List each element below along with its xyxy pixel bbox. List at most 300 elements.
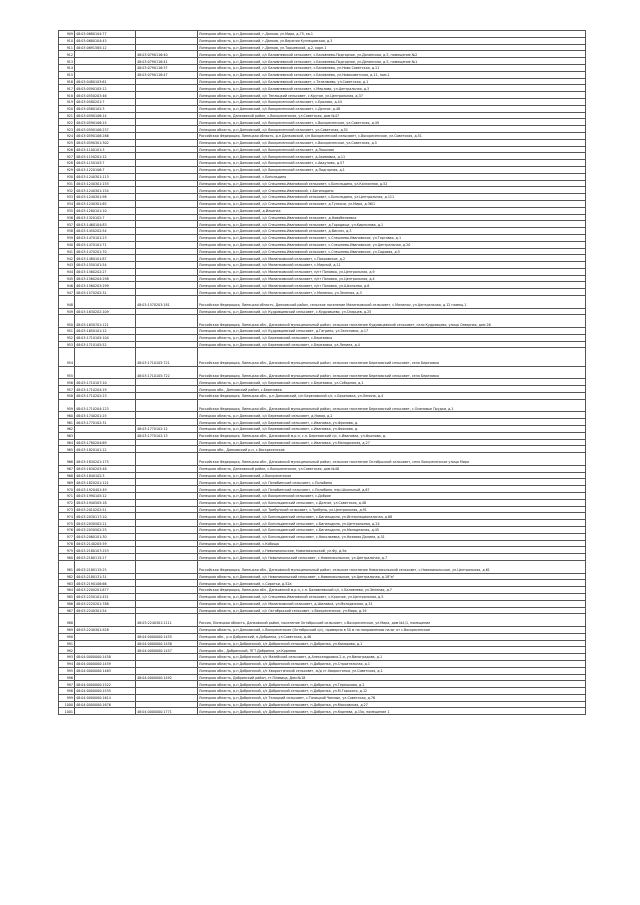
table-row xyxy=(59,308,586,315)
room-cadastral-number-cell xyxy=(136,207,198,214)
row-number-cell: 991 xyxy=(59,640,75,647)
row-number-cell: 923 xyxy=(59,126,75,133)
address-cell: Липецкая область, р-н Данковский, с/с Спешнево-Ивановский, с.Бигильдино xyxy=(198,187,586,194)
address-cell: Липецкая область, р-н Данковский, с/с Воскресенский сельсовет, с.Воскресенское, ул.Советская, д.49 xyxy=(198,119,586,126)
cadastral-number-cell: 48:03:1770102:31 xyxy=(75,419,136,426)
address-cell: Липецкая область, р-н Данковский, с/с Малинковский сельсовет, д.Шиловка, ул.Молодежная, д.31 xyxy=(198,600,586,607)
room-cadastral-number-cell xyxy=(136,607,198,614)
row-number-cell: 968 xyxy=(59,472,75,479)
address-cell: Липецкая область, р-н Данковский, с/с Бигильдинский сельсовет, с.Бигильдино, ул.Центральная, д.24 xyxy=(198,520,586,527)
address-cell: Липецкая область, р-н Добринский, с/с Добринский сельсовет, п.Добринка, ул.М.Горького, д.12 xyxy=(198,688,586,695)
table-row xyxy=(59,432,586,439)
room-cadastral-number-cell: 48:03:1710105:722 xyxy=(136,366,198,379)
room-cadastral-number-cell: 48:03:1770102:12 xyxy=(136,426,198,433)
table-row xyxy=(59,348,586,366)
table-row xyxy=(59,221,586,228)
room-cadastral-number-cell xyxy=(136,85,198,92)
address-cell: Липецкая область, р-н Данковский, с/с Воскресенский сельсовет, с.Доброе xyxy=(198,492,586,499)
table-row xyxy=(59,486,586,493)
cadastral-number-cell: 48:03:1150201:12 xyxy=(75,153,136,160)
room-cadastral-number-cell xyxy=(136,194,198,201)
address-cell: Липецкая область, р-н Данковский, с/с Бигильдинский сельсовет, с.Николаевка, ул.Низовая Долина, д.51 xyxy=(198,533,586,540)
room-cadastral-number-cell: 48:04:0000000:1456 xyxy=(136,640,198,647)
table-row xyxy=(59,379,586,386)
cadastral-number-cell: 48:03:1710105:52 xyxy=(75,341,136,348)
table-row xyxy=(59,453,586,466)
row-number-cell: 948 xyxy=(59,296,75,309)
address-cell: Российская Федерация, Липецкая обл., Данковский муниципальный район, сельское поселение Октябрьский сельсовет, село Воскресенское улица Мира xyxy=(198,453,586,466)
table-row xyxy=(59,44,586,51)
row-number-cell: 963 xyxy=(59,432,75,439)
cadastral-number-cell: 48:03:2180115:25 xyxy=(75,560,136,573)
cadastral-number-cell: 48:03:0580201:7 xyxy=(75,98,136,105)
room-cadastral-number-cell xyxy=(136,465,198,472)
room-cadastral-number-cell xyxy=(136,160,198,167)
table-row xyxy=(59,520,586,527)
cadastral-number-cell: 48:03:1560204:298 xyxy=(75,275,136,282)
row-number-cell: 922 xyxy=(59,119,75,126)
cadastral-number-cell: 48:04:0000000:1676 xyxy=(75,701,136,708)
address-cell: Липецкая область, р-н Данковский, с/с Новоникольский сельсовет, с.Новоникольское, ул.Центральная, д.18"а" xyxy=(198,573,586,580)
room-cadastral-number-cell xyxy=(136,37,198,44)
row-number-cell: 925 xyxy=(59,139,75,146)
cadastral-number-cell: 48:03:2220201:788 xyxy=(75,600,136,607)
table-body xyxy=(59,31,586,715)
table-row xyxy=(59,633,586,640)
room-cadastral-number-cell: 48:04:0000000:1492 xyxy=(136,674,198,681)
address-cell: Липецкая область, р-н Данковский, с/с Баловневский сельсовет, с.Баловнево-Подгорное, ул.Донинская, д.5, помещение №1 xyxy=(198,58,586,65)
row-number-cell: 920 xyxy=(59,105,75,112)
room-cadastral-number-cell xyxy=(136,688,198,695)
table-row xyxy=(59,419,586,426)
row-number-cell: 924 xyxy=(59,132,75,139)
address-cell: Липецкая область, р-н Данковский, с/с Спешнево-Ивановский сельсовет, д.Новобеляевка xyxy=(198,214,586,221)
row-number-cell: 981 xyxy=(59,560,75,573)
room-cadastral-number-cell xyxy=(136,479,198,486)
address-cell: Липецкая область, р-н Данковский, с/с Полибинский сельсовет, с.Полибино xyxy=(198,479,586,486)
table-row xyxy=(59,341,586,348)
cadastral-number-cell: 48:03:1820201:121 xyxy=(75,479,136,486)
row-number-cell: 947 xyxy=(59,289,75,296)
cadastral-number-cell: 48:03:2190106:66 xyxy=(75,580,136,587)
address-cell: Липецкая область, р-н Данковский, г.Данков, ул.Верхняя Кузнецовская, д.3 xyxy=(198,37,586,44)
row-number-cell: 986 xyxy=(59,600,75,607)
cadastral-number-cell: 48:03:1630202:109 xyxy=(75,308,136,315)
room-cadastral-number-cell xyxy=(136,554,198,561)
table-row xyxy=(59,282,586,289)
table-row xyxy=(59,234,586,241)
cadastral-number-cell: 48:03:1650101:12 xyxy=(75,328,136,335)
row-number-cell: 964 xyxy=(59,439,75,446)
room-cadastral-number-cell: 48:03:1710105:721 xyxy=(136,348,198,366)
table-row xyxy=(59,607,586,614)
cadastral-number-cell: 48:03:1940505:18 xyxy=(75,499,136,506)
address-cell: Липецкая область, р-н Добринский, с/с Добринский сельсовет, п.Добринка, ул.Терешкова, д.2 xyxy=(198,681,586,688)
cadastral-number-cell: 48:03:1480101:87 xyxy=(75,255,136,262)
cadastral-number-cell: 48:03:1240301:98 xyxy=(75,194,136,201)
room-cadastral-number-cell xyxy=(136,412,198,419)
row-number-cell: 961 xyxy=(59,419,75,426)
cadastral-number-cell: 48:03:0691585:12 xyxy=(75,44,136,51)
row-number-cell: 978 xyxy=(59,540,75,547)
address-cell: Российская Федерация, Липецкая обл., Данковский муниципальный район, сельское поселение Березовский сельсовет, с.Осиновые Прудки, д.1 xyxy=(198,399,586,412)
row-number-cell: 926 xyxy=(59,146,75,153)
address-cell: Липецкая область, р-н Данковский, с/с Спешнево-Ивановский сельсовет, с.Красное, ул.Центральная, д.5 xyxy=(198,593,586,600)
cadastral-number-cell: 48:03:0480103:61 xyxy=(75,78,136,85)
cadastral-number-cell xyxy=(75,51,136,58)
row-number-cell: 913 xyxy=(59,58,75,65)
table-row xyxy=(59,412,586,419)
table-row xyxy=(59,560,586,573)
cadastral-number-cell xyxy=(75,426,136,433)
cadastral-number-cell xyxy=(75,674,136,681)
cadastral-number-cell: 48:03:2030502:21 xyxy=(75,520,136,527)
cadastral-number-cell: 48:03:2060101:30 xyxy=(75,533,136,540)
cadastral-number-cell xyxy=(75,366,136,379)
row-number-cell: 953 xyxy=(59,341,75,348)
table-row xyxy=(59,334,586,341)
row-number-cell: 966 xyxy=(59,453,75,466)
address-cell: Липецкая область, р-н Данковский, с/с Баловневский сельсовет, с.Баловнево-Подгорное, ул.Донинская, д.5, помещение №2 xyxy=(198,51,586,58)
address-cell: Липецкая область, р-н Данковский, с.Новоникольское, Новоникольский, ул.Фу, д.9а xyxy=(198,547,586,554)
room-cadastral-number-cell xyxy=(136,92,198,99)
room-cadastral-number-cell xyxy=(136,587,198,594)
room-cadastral-number-cell xyxy=(136,654,198,661)
table-row xyxy=(59,255,586,262)
address-cell: Липецкая область, р-н Данковский, с/с Березовский сельсовет, с.Ивановка, ул.Молодежная, д.27 xyxy=(198,439,586,446)
table-row xyxy=(59,64,586,71)
table-row xyxy=(59,674,586,681)
row-number-cell: 941 xyxy=(59,248,75,255)
row-number-cell: 933 xyxy=(59,194,75,201)
table-row xyxy=(59,119,586,126)
room-cadastral-number-cell xyxy=(136,262,198,269)
row-number-cell: 979 xyxy=(59,547,75,554)
room-cadastral-number-cell xyxy=(136,44,198,51)
room-cadastral-number-cell xyxy=(136,667,198,674)
row-number-cell: 936 xyxy=(59,214,75,221)
cadastral-number-cell: 48:03:1470101:71 xyxy=(75,241,136,248)
table-row xyxy=(59,393,586,400)
row-number-cell: 990 xyxy=(59,633,75,640)
cadastral-number-cell: 48:03:0590106:237 xyxy=(75,126,136,133)
cadastral-number-cell: 48:03:2250101:451 xyxy=(75,593,136,600)
room-cadastral-number-cell xyxy=(136,328,198,335)
cadastral-number-cell: 48:03:1100101:3 xyxy=(75,146,136,153)
row-number-cell: 955 xyxy=(59,366,75,379)
room-cadastral-number-cell xyxy=(136,681,198,688)
cadastral-number-cell xyxy=(75,432,136,439)
table-row xyxy=(59,647,586,654)
room-cadastral-number-cell xyxy=(136,593,198,600)
row-number-cell: 988 xyxy=(59,614,75,627)
room-cadastral-number-cell xyxy=(136,600,198,607)
row-number-cell: 915 xyxy=(59,71,75,78)
row-number-cell: 972 xyxy=(59,499,75,506)
table-row xyxy=(59,262,586,269)
room-cadastral-number-cell xyxy=(136,379,198,386)
cadastral-number-cell xyxy=(75,708,136,715)
cadastral-number-cell: 48:04:0000000:1522 xyxy=(75,681,136,688)
row-number-cell: 914 xyxy=(59,64,75,71)
address-cell: Липецкая область, р-н Данковский, с.Воскресенское xyxy=(198,472,586,479)
table-row xyxy=(59,31,586,38)
table-row xyxy=(59,626,586,633)
row-number-cell: 984 xyxy=(59,587,75,594)
room-cadastral-number-cell xyxy=(136,221,198,228)
room-cadastral-number-cell xyxy=(136,255,198,262)
cadastral-number-cell: 48:03:1560203:299 xyxy=(75,282,136,289)
address-cell: Липецкая область, р-н Данковский, с/с Воскресенский сельсовет, д.Подгорная, д.1 xyxy=(198,166,586,173)
room-cadastral-number-cell xyxy=(136,289,198,296)
room-cadastral-number-cell xyxy=(136,112,198,119)
cadastral-number-cell: 48:03:1710105:104 xyxy=(75,334,136,341)
row-number-cell: 944 xyxy=(59,268,75,275)
address-cell: Липецкая область, р-н Данковский, с/с Спешнево-Ивановский сельсовет, д.Городище, ул.Кирпилова, д.1 xyxy=(198,221,586,228)
table-row xyxy=(59,499,586,506)
row-number-cell: 956 xyxy=(59,379,75,386)
address-cell: Липецкая область, р-н Данковский, с/с Малинковский сельсовет, с.Малинки, ул.Зеленая, д.3 xyxy=(198,289,586,296)
cadastral-number-cell: 48:03:0590106:14 xyxy=(75,112,136,119)
table-row xyxy=(59,708,586,715)
address-cell: Липецкая область, р-н Данковский, с/с Баловневский сельсовет, с.Телелюево, ул.Советская, д.1 xyxy=(198,78,586,85)
room-cadastral-number-cell xyxy=(136,334,198,341)
table-row xyxy=(59,479,586,486)
row-number-cell: 957 xyxy=(59,386,75,393)
row-number-cell: 996 xyxy=(59,674,75,681)
room-cadastral-number-cell xyxy=(136,315,198,328)
room-cadastral-number-cell xyxy=(136,308,198,315)
address-cell: Липецкая область, р-н Данковский, с/с Теплоцкий сельсовет, с.Крутое, ул.Центральная, д.37 xyxy=(198,92,586,99)
row-number-cell: 912 xyxy=(59,51,75,58)
row-number-cell: 917 xyxy=(59,85,75,92)
row-number-cell: 983 xyxy=(59,580,75,587)
room-cadastral-number-cell xyxy=(136,31,198,38)
address-cell: Липецкая область, р-н Данковский, д.Ильинка xyxy=(198,207,586,214)
table-row xyxy=(59,386,586,393)
row-number-cell: 946 xyxy=(59,282,75,289)
cadastral-number-cell: 48:03:0680104:77 xyxy=(75,31,136,38)
row-number-cell: 950 xyxy=(59,315,75,328)
table-row xyxy=(59,92,586,99)
row-number-cell: 918 xyxy=(59,92,75,99)
row-number-cell: 977 xyxy=(59,533,75,540)
cadastral-number-cell: 48:03:1710204:123 xyxy=(75,399,136,412)
cadastral-number-cell: 48:03:1550101:54 xyxy=(75,262,136,269)
row-number-cell: 962 xyxy=(59,426,75,433)
cadastral-number-cell xyxy=(75,614,136,627)
table-row xyxy=(59,105,586,112)
table-row xyxy=(59,688,586,695)
address-cell: Российская Федерация, Липецкая область, р-н Данковский, с/п Воскресенский сельсовет, с.Воскресенское, ул.Советская, д.51 xyxy=(198,132,586,139)
row-number-cell: 993 xyxy=(59,654,75,661)
cadastral-number-cell: 48:03:1280101:10 xyxy=(75,207,136,214)
room-cadastral-number-cell xyxy=(136,506,198,513)
cadastral-number-cell: 48:03:1630701:121 xyxy=(75,315,136,328)
table-row xyxy=(59,526,586,533)
cadastral-number-cell xyxy=(75,58,136,65)
address-cell: Липецкая область, р-н Данковский, с/с Кудрявцевский сельсовет, с.Кудрявцево, ул.Спирцев, д.25 xyxy=(198,308,586,315)
room-cadastral-number-cell: 48:04:0000000:1457 xyxy=(136,647,198,654)
room-cadastral-number-cell xyxy=(136,105,198,112)
room-cadastral-number-cell xyxy=(136,268,198,275)
row-number-cell: 998 xyxy=(59,688,75,695)
table-row xyxy=(59,701,586,708)
cadastral-number-cell: 48:03:2010202:51 xyxy=(75,506,136,513)
table-row xyxy=(59,694,586,701)
table-row xyxy=(59,640,586,647)
address-cell: Российская Федерация, Липецкая область, Данковский район, сельское поселение Малинковский сельсовет, с.Малинки, ул.Центральная, д.12 помещ.1 xyxy=(198,296,586,309)
cadastral-number-cell: 48:03:1240301:154 xyxy=(75,187,136,194)
address-cell: Липецкая область, р-н Данковский, с/с Спешнево-Ивановский сельсовет, с.Спешнево-Ивановское, ул.Садовая, д.5 xyxy=(198,248,586,255)
cadastral-number-cell: 48:03:1570202:31 xyxy=(75,289,136,296)
cadastral-number-cell: 48:04:0000000:1614 xyxy=(75,694,136,701)
table-row xyxy=(59,180,586,187)
table-row xyxy=(59,540,586,547)
cadastral-number-cell: 48:03:2030502:25 xyxy=(75,526,136,533)
address-cell: Липецкая область, р-н Данковский, с/с Воскресенский сельсовет, д.Пашково xyxy=(198,146,586,153)
row-number-cell: 974 xyxy=(59,513,75,520)
row-number-cell: 919 xyxy=(59,98,75,105)
table-row xyxy=(59,426,586,433)
address-cell: Липецкая область, р-н Данковский, с/с Березовский сельсовет, с.Ивановка, ул.Фролова, д. xyxy=(198,426,586,433)
row-number-cell: 943 xyxy=(59,262,75,269)
cadastral-number-cell: 48:03:0680104:43 xyxy=(75,37,136,44)
cadastral-number-cell: 48:03:2200201:877 xyxy=(75,587,136,594)
cadastral-number-cell xyxy=(75,64,136,71)
room-cadastral-number-cell xyxy=(136,98,198,105)
cadastral-number-cell: 48:03:0550203:46 xyxy=(75,92,136,99)
row-number-cell: 932 xyxy=(59,187,75,194)
table-row xyxy=(59,37,586,44)
cadastral-number-cell: 48:03:1830203:48 xyxy=(75,465,136,472)
cadastral-number-cell: 48:03:0590105:12 xyxy=(75,85,136,92)
table-row xyxy=(59,173,586,180)
table-row xyxy=(59,600,586,607)
cadastral-number-cell: 48:03:2180115:27 xyxy=(75,554,136,561)
room-cadastral-number-cell xyxy=(136,573,198,580)
row-number-cell: 975 xyxy=(59,520,75,527)
room-cadastral-number-cell: 48:03:0790116:37 xyxy=(136,64,198,71)
address-cell: Липецкая область, р-н Данковский, с/с Воскресенский сельсовет, с.Долгое, д.48 xyxy=(198,105,586,112)
address-cell: Липецкая область, р-н Данковский, с/с Березовский сельсовет, д.Новая, д.2 xyxy=(198,412,586,419)
address-cell: Российская Федерация, Липецкая обл., р-н Данковский, с/п Березовский с/с, с.Березовка, ул.Ленина, д.4 xyxy=(198,393,586,400)
address-cell: Липецкая область, р-н Данковский, с/с Бигильдинский сельсовет, с.Бигильдино, ул.Молодежная, д.45 xyxy=(198,526,586,533)
address-cell: Липецкая область, р-н Данковский, с/с Бигильдинский сельсовет, с.Бигильдино, ул.Интернациональная, д.68 xyxy=(198,513,586,520)
address-cell: Липецкая область, р-н Данковский, с/с Спешнево-Ивановский сельсовет, д.Висляч, д.3 xyxy=(198,228,586,235)
table-row xyxy=(59,667,586,674)
cadastral-number-cell xyxy=(75,647,136,654)
cadastral-number-cell: 48:03:0590301:302 xyxy=(75,139,136,146)
row-number-cell: 1000 xyxy=(59,701,75,708)
row-number-cell: 935 xyxy=(59,207,75,214)
cadastral-number-cell xyxy=(75,71,136,78)
room-cadastral-number-cell xyxy=(136,214,198,221)
row-number-cell: 1001 xyxy=(59,708,75,715)
room-cadastral-number-cell xyxy=(136,393,198,400)
address-cell: Липецкая область, р-н Добринский, с/с Добринский сельсовет, п.Добринка, ул.Московская, д.27 xyxy=(198,701,586,708)
cadastral-number-cell: 48:03:2240301:54 xyxy=(75,607,136,614)
address-cell: Липецкая область, р-н Данковский, с/с Спешнево-Ивановский сельсовет, с.Спешнево-Ивановское, ул.Торговая, д.1 xyxy=(198,234,586,241)
cadastral-number-cell: 48:03:1560202:27 xyxy=(75,268,136,275)
table-row xyxy=(59,296,586,309)
table-row xyxy=(59,660,586,667)
address-cell: Липецкая область, р-н Данковский, с/с Кудрявцевский сельсовет, д.Гагрино, ул.Заготовки, д.17 xyxy=(198,328,586,335)
address-cell: Липецкая область, р-н Данковский, с/с Березовский сельсовет, с.Березовка xyxy=(198,334,586,341)
table-row xyxy=(59,126,586,133)
row-number-cell: 951 xyxy=(59,328,75,335)
address-cell: Липецкая область, р-н Данковский, с.Сиротьи, д.52а xyxy=(198,580,586,587)
table-row xyxy=(59,547,586,554)
room-cadastral-number-cell xyxy=(136,200,198,207)
address-cell: Липецкая область, р-н Добринский, с/с Хворостянский сельсовет, ж/д ст.Хворостянка, ул.Советская, д.1 xyxy=(198,667,586,674)
table-row xyxy=(59,248,586,255)
room-cadastral-number-cell xyxy=(136,492,198,499)
row-number-cell: 938 xyxy=(59,228,75,235)
room-cadastral-number-cell xyxy=(136,540,198,547)
address-cell: Липецкая область, р-н Данковский, с/с Спешнево-Ивановский сельсовет, с.Спешнево-Ивановское, ул.Центральная, д.20 xyxy=(198,241,586,248)
room-cadastral-number-cell xyxy=(136,78,198,85)
room-cadastral-number-cell xyxy=(136,282,198,289)
table-row xyxy=(59,166,586,173)
row-number-cell: 994 xyxy=(59,660,75,667)
row-number-cell: 976 xyxy=(59,526,75,533)
row-number-cell: 970 xyxy=(59,486,75,493)
cadastral-number-cell: 48:04:0000000:1463 xyxy=(75,667,136,674)
address-cell: Липецкая область, р-н Данковский, с/с Малинковский сельсовет, с.Покровское, д.2 xyxy=(198,255,586,262)
room-cadastral-number-cell xyxy=(136,166,198,173)
cadastral-number-cell: 48:03:1470101:23 xyxy=(75,234,136,241)
address-cell: Липецкая область, р-н Данковский, г.Данков, ул.Мира, д.75, кв.1 xyxy=(198,31,586,38)
cadastral-number-cell: 48:03:1920401:49 xyxy=(75,486,136,493)
table-row xyxy=(59,132,586,139)
cadastral-number-cell: 48:03:1840102:3 xyxy=(75,472,136,479)
table-row xyxy=(59,654,586,661)
room-cadastral-number-cell xyxy=(136,146,198,153)
row-number-cell: 921 xyxy=(59,112,75,119)
cadastral-number-cell: 48:03:1150103:7 xyxy=(75,160,136,167)
room-cadastral-number-cell xyxy=(136,153,198,160)
table-row xyxy=(59,492,586,499)
address-cell: Липецкая обл., Данковский р-н, с.Воскресенское xyxy=(198,446,586,453)
address-cell: Российская Федерация, Липецкая обл., Данковский муниципальный район, сельское поселение Березовский сельсовет, село Березовка xyxy=(198,348,586,366)
room-cadastral-number-cell: 48:03:0790116:47 xyxy=(136,71,198,78)
row-number-cell: 949 xyxy=(59,308,75,315)
cadastral-number-cell: 48:03:1710107:10 xyxy=(75,379,136,386)
room-cadastral-number-cell: 48:03:0790116:41 xyxy=(136,58,198,65)
cadastral-number-cell: 48:03:1470201:70 xyxy=(75,248,136,255)
room-cadastral-number-cell xyxy=(136,446,198,453)
room-cadastral-number-cell: 48:03:0790116:40 xyxy=(136,51,198,58)
address-cell: Липецкая область, р-н Данковский, с/с Малинковский сельсовет, п/ст Поповка, ул.Центральная, д.9 xyxy=(198,268,586,275)
row-number-cell: 995 xyxy=(59,667,75,674)
room-cadastral-number-cell: 48:04:0000000:1455 xyxy=(136,633,198,640)
table-row xyxy=(59,465,586,472)
row-number-cell: 909 xyxy=(59,31,75,38)
table-row xyxy=(59,98,586,105)
property-register-table xyxy=(58,30,586,715)
cadastral-number-cell xyxy=(75,633,136,640)
address-cell: Липецкая обл., Данковский район, с.Березовка xyxy=(198,386,586,393)
row-number-cell: 987 xyxy=(59,607,75,614)
address-cell: Липецкая область, р-н Данковский, с.Бигильдино xyxy=(198,173,586,180)
room-cadastral-number-cell xyxy=(136,472,198,479)
address-cell: Липецкая область, р-н Данковский, с/с Баловневский сельсовет, с.Баловнево, ул.Ново Советская, д.11 xyxy=(198,64,586,71)
address-cell: Липецкая область, р-н Данковский, с/с Березовский сельсовет, с.Березовка, ул.Соборная, д.1 xyxy=(198,379,586,386)
cadastral-number-cell: 48:03:1320102:7 xyxy=(75,214,136,221)
room-cadastral-number-cell xyxy=(136,341,198,348)
address-cell: Липецкая область, р-н Данковский, с/с Малинковский сельсовет, п/ст Поповка, ул.Школьная, д.6 xyxy=(198,282,586,289)
